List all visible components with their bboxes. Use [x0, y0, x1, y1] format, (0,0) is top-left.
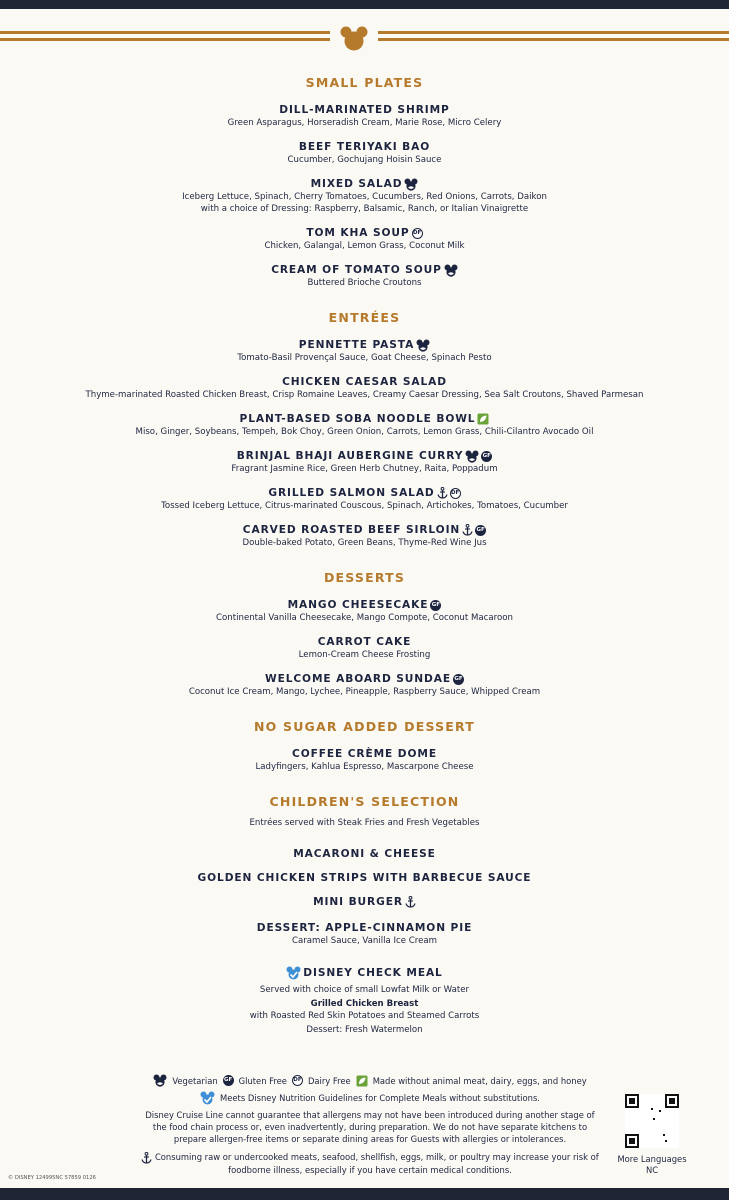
check-meal	[0, 965, 729, 1036]
children-item	[0, 890, 729, 909]
check-meal-main: Grilled Chicken Breast	[310, 999, 419, 1009]
section-title: DESSERTS	[323, 570, 406, 585]
children-item	[0, 842, 729, 861]
legend-vegetarian: Vegetarian	[172, 1075, 218, 1086]
menu-item	[0, 333, 729, 364]
children-item	[0, 866, 729, 885]
children-item-name-text: MACARONI & CHEESE	[293, 848, 436, 860]
menu-body	[0, 74, 729, 1056]
menu-item-description: Green Asparagus, Horseradish Cream, Marie Rose, Micro Celery	[227, 118, 502, 128]
menu-item-description: Ladyfingers, Kahlua Espresso, Mascarpone Cheese	[255, 762, 474, 772]
menu-item	[0, 593, 729, 624]
anchor-icon	[405, 896, 416, 908]
gluten-free-icon: GF	[481, 451, 492, 462]
menu-item-description: Chicken, Galangal, Lemon Grass, Coconut Milk	[264, 241, 465, 251]
menu-item-name-text: GRILLED SALMON SALAD	[268, 487, 435, 499]
disney-check-icon	[286, 966, 301, 980]
children-dessert-name-text: DESSERT: APPLE-CINNAMON PIE	[256, 922, 473, 934]
menu-section	[0, 718, 729, 773]
menu-item-description: Fragrant Jasmine Rice, Green Herb Chutney, Raita, Poppadum	[231, 464, 498, 474]
menu-item	[0, 444, 729, 475]
menu-item-description: Miso, Ginger, Soybeans, Tempeh, Bok Choy, Green Onion, Carrots, Lemon Grass, Chili-Cilantro Avocado Oil	[135, 427, 594, 437]
menu-item	[0, 630, 729, 661]
menu-item-description: Continental Vanilla Cheesecake, Mango Compote, Coconut Macaroon	[216, 613, 513, 623]
menu-item-description-2: with a choice of Dressing: Raspberry, Balsamic, Ranch, or Italian Vinaigrette	[200, 204, 529, 214]
children-intro: Entrées served with Steak Fries and Fresh Vegetables	[249, 818, 480, 828]
legend-check-row	[140, 1091, 600, 1105]
menu-item-description: Lemon-Cream Cheese Frosting	[298, 650, 431, 660]
menu-item	[0, 667, 729, 698]
menu-item-name-text: CREAM OF TOMATO SOUP	[271, 264, 442, 276]
consumer-warning-text: Consuming raw or undercooked meats, seafood, shellfish, eggs, milk, or poultry may increase your risk of foodborne illness, especially if you have certain medical conditions.	[154, 1152, 599, 1175]
qr-label-code: NC	[645, 1165, 659, 1175]
menu-item-name	[306, 226, 422, 240]
menu-item	[0, 370, 729, 401]
children-item-name	[293, 847, 436, 861]
anchor-icon	[437, 487, 448, 499]
menu-item-name-text: CARROT CAKE	[317, 636, 412, 648]
menu-item-name	[268, 486, 460, 500]
menu-item-description: Thyme-marinated Roasted Chicken Breast, Crisp Romaine Leaves, Creamy Caesar Dressing, Sea Salt Croutons, Shaved Parmesan	[85, 390, 644, 400]
menu-item	[0, 172, 729, 215]
children-dessert-desc: Caramel Sauce, Vanilla Ice Cream	[291, 936, 438, 946]
menu-item-name-text: CHICKEN CAESAR SALAD	[282, 376, 447, 388]
menu-item-description: Tossed Iceberg Lettuce, Citrus-marinated Couscous, Spinach, Artichokes, Tomatoes, Cucumber	[161, 501, 568, 511]
disney-check-icon	[200, 1091, 215, 1105]
menu-item	[0, 221, 729, 252]
menu-section	[0, 309, 729, 549]
children-section	[0, 793, 729, 1036]
check-meal-line2: with Roasted Red Skin Potatoes and Steamed Carrots	[249, 1011, 480, 1021]
menu-item-description: Buttered Brioche Croutons	[307, 278, 422, 288]
menu-item-name	[237, 449, 493, 463]
menu-item	[0, 135, 729, 166]
section-title: ENTRÉES	[328, 310, 401, 325]
menu-item-description: Iceberg Lettuce, Spinach, Cherry Tomatoes, Cucumbers, Red Onions, Carrots, Daikon	[182, 192, 547, 202]
check-meal-title	[286, 966, 442, 980]
children-item-name-text: MINI BURGER	[313, 896, 403, 908]
menu-item-name	[240, 412, 490, 426]
vegetarian-icon	[444, 264, 458, 277]
top-border	[0, 0, 729, 9]
menu-item	[0, 407, 729, 438]
legend	[140, 1074, 600, 1176]
menu-item-name	[288, 598, 442, 612]
children-dessert-name	[257, 921, 472, 935]
gluten-free-icon: GF	[453, 674, 464, 685]
menu-section	[0, 74, 729, 289]
mickey-logo-icon	[340, 25, 368, 51]
menu-item-name	[243, 523, 486, 537]
section-title: CHILDREN'S SELECTION	[269, 794, 460, 809]
menu-item-name-text: PENNETTE PASTA	[298, 339, 415, 351]
menu-item-name	[271, 263, 458, 277]
menu-item	[0, 258, 729, 289]
children-spacer	[0, 829, 729, 837]
check-meal-dessert: Dessert: Fresh Watermelon	[306, 1025, 423, 1035]
menu-item-name-text: BEEF TERIYAKI BAO	[298, 141, 431, 153]
legend-key-row	[140, 1074, 600, 1087]
menu-item-name	[318, 635, 412, 649]
gluten-free-icon: GF	[475, 525, 486, 536]
menu-item-description: Double-baked Potato, Green Beans, Thyme-Red Wine Jus	[242, 538, 487, 548]
menu-section	[0, 569, 729, 698]
vegetarian-icon	[153, 1074, 167, 1087]
check-meal-line1: Served with choice of small Lowfat Milk or Water	[259, 985, 470, 995]
footer-code: © DISNEY 124995NC 57859 0126	[8, 1175, 96, 1181]
gluten-free-icon: GF	[223, 1075, 234, 1086]
children-item-name	[198, 871, 532, 885]
check-meal-title-text: DISNEY CHECK MEAL	[303, 967, 443, 979]
menu-item	[0, 481, 729, 512]
menu-item-name	[279, 103, 449, 117]
menu-item-name-text: WELCOME ABOARD SUNDAE	[265, 673, 451, 685]
menu-item-name-text: TOM KHA SOUP	[306, 227, 410, 239]
menu-item-name-text: MIXED SALAD	[310, 178, 403, 190]
legend-gluten-free: Gluten Free	[238, 1075, 287, 1086]
menu-item-name-text: PLANT-BASED SOBA NOODLE BOWL	[239, 413, 476, 425]
allergen-disclaimer: Disney Cruise Line cannot guarantee that allergens may not have been introduced during another stage of the food chain process or, even inadvertently, during preparation. We do not have separate kitchens to prepare allergen-free items or separate dining areas for Guests with allergies or intolerances.	[145, 1110, 595, 1144]
menu-item-name	[311, 177, 419, 191]
section-title: NO SUGAR ADDED DESSERT	[253, 719, 476, 734]
anchor-icon	[141, 1152, 152, 1164]
menu-item-description: Coconut Ice Cream, Mango, Lychee, Pineapple, Raspberry Sauce, Whipped Cream	[188, 687, 541, 697]
menu-item-name	[299, 140, 430, 154]
vegetarian-icon	[404, 178, 418, 191]
menu-item	[0, 98, 729, 129]
children-item-name-text: GOLDEN CHICKEN STRIPS WITH BARBECUE SAUCE	[197, 872, 532, 884]
header-rule-right	[378, 30, 729, 44]
menu-item-name-text: DILL-MARINATED SHRIMP	[279, 104, 450, 116]
dairy-free-icon: DF	[412, 228, 423, 239]
qr-label-text: More Languages	[617, 1154, 687, 1164]
plant-based-icon	[477, 413, 489, 425]
bottom-border	[0, 1188, 729, 1200]
legend-plant-based: Made without animal meat, dairy, eggs, and honey	[372, 1075, 587, 1086]
legend-check: Meets Disney Nutrition Guidelines for Complete Meals without substitutions.	[220, 1093, 540, 1103]
qr-label	[610, 1154, 694, 1176]
qr-code[interactable]	[625, 1094, 679, 1148]
menu-item-description: Cucumber, Gochujang Hoisin Sauce	[287, 155, 442, 165]
menu-item-name	[265, 672, 464, 686]
menu-item	[0, 742, 729, 773]
menu-item-name-text: BRINJAL BHAJI AUBERGINE CURRY	[236, 450, 464, 462]
gluten-free-icon: GF	[430, 600, 441, 611]
menu-item-name	[299, 338, 430, 352]
menu-item-name-text: MANGO CHEESECAKE	[287, 599, 429, 611]
header-rule-left	[0, 30, 330, 44]
legend-dairy-free: Dairy Free	[307, 1075, 351, 1086]
menu-item-name-text: CARVED ROASTED BEEF SIRLOIN	[242, 524, 461, 536]
dairy-free-icon: DF	[450, 488, 461, 499]
menu-item-name	[282, 375, 447, 389]
menu-item-name-text: COFFEE CRÈME DOME	[292, 748, 437, 760]
menu-item-description: Tomato-Basil Provençal Sauce, Goat Cheese, Spinach Pesto	[237, 353, 492, 363]
children-dessert	[0, 916, 729, 947]
plant-based-icon	[356, 1075, 368, 1087]
vegetarian-icon	[465, 450, 479, 463]
consumer-warning	[140, 1151, 600, 1176]
vegetarian-icon	[416, 339, 430, 352]
menu-item	[0, 518, 729, 549]
section-title: SMALL PLATES	[305, 75, 424, 90]
menu-item-name	[292, 747, 437, 761]
dairy-free-icon: DF	[292, 1075, 303, 1086]
children-item-name	[313, 895, 416, 909]
anchor-icon	[462, 524, 473, 536]
